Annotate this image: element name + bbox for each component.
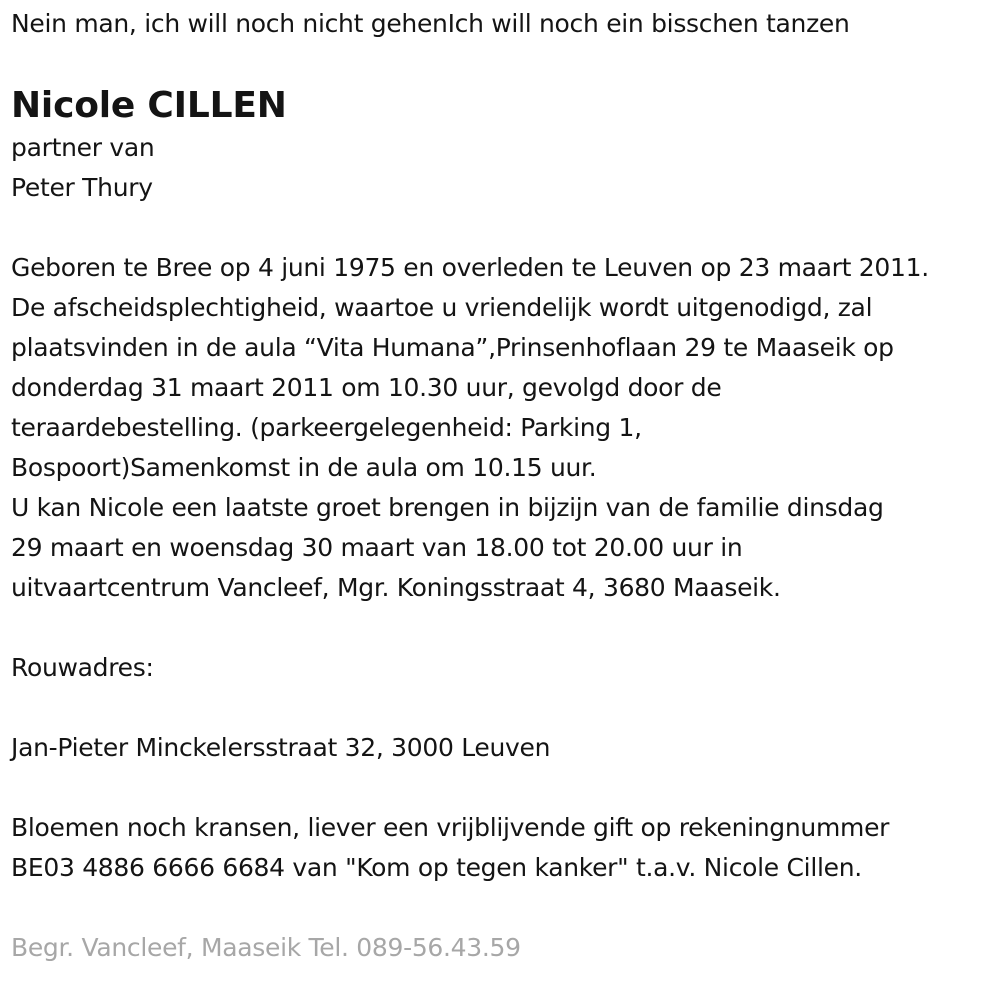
body-line: teraardebestelling. (parkeergelegenheid: Parking 1, [11,413,642,442]
opening-quote: Nein man, ich will noch nicht gehenIch will noch ein bisschen tanzen [11,9,850,38]
spacer [11,768,996,808]
relation-line-1: partner van [11,133,155,162]
obituary-notice [11,0,996,968]
body-line: uitvaartcentrum Vancleef, Mgr. Koningsstraat 4, 3680 Maaseik. [11,573,781,602]
deceased-name: Nicole CILLEN [11,85,287,126]
spacer [11,888,996,928]
mourning-address: Jan-Pieter Minckelersstraat 32, 3000 Leuven [11,733,551,762]
spacer [11,208,996,248]
body-line: donderdag 31 maart 2011 om 10.30 uur, gevolgd door de [11,373,722,402]
body-line: 29 maart en woensdag 30 maart van 18.00 tot 20.00 uur in [11,533,743,562]
body-line: U kan Nicole een laatste groet brengen in bijzijn van de familie dinsdag [11,493,884,522]
body-line: De afscheidsplechtigheid, waartoe u vriendelijk wordt uitgenodigd, zal [11,293,873,322]
spacer [11,688,996,728]
relation-line-2: Peter Thury [11,173,153,202]
body-line: plaatsvinden in de aula “Vita Humana”,Prinsenhoflaan 29 te Maaseik op [11,333,894,362]
mourning-address-label: Rouwadres: [11,653,154,682]
funeral-home-footer: Begr. Vancleef, Maaseik Tel. 089-56.43.59 [11,933,521,962]
flowers-line-2: BE03 4886 6666 6684 van "Kom op tegen kanker" t.a.v. Nicole Cillen. [11,853,862,882]
notice-body [11,248,996,608]
body-line: Geboren te Bree op 4 juni 1975 en overleden te Leuven op 23 maart 2011. [11,253,929,282]
flowers-line-1: Bloemen noch kransen, liever een vrijblijvende gift op rekeningnummer [11,813,890,842]
body-line: Bospoort)Samenkomst in de aula om 10.15 uur. [11,453,597,482]
spacer [11,608,996,648]
